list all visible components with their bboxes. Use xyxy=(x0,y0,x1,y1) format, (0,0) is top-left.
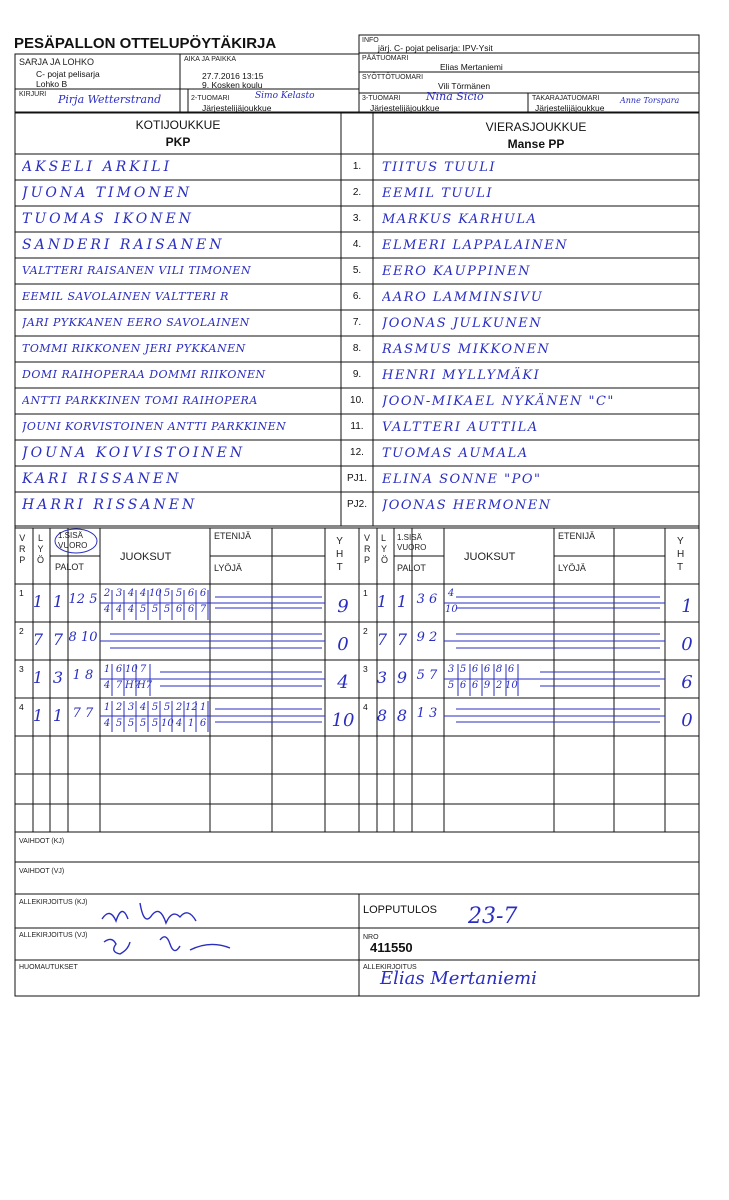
nro-value: 411550 xyxy=(370,940,413,955)
home_innings-inning-number: 2 xyxy=(19,626,24,636)
home_innings-run-bottom: 4 xyxy=(127,604,135,615)
home_innings-run-bottom: 4 xyxy=(115,604,123,615)
home-team-name: PKP xyxy=(165,135,191,149)
away_innings-inning-palot: 1 3 xyxy=(416,706,438,721)
home-v-header: V R P xyxy=(19,533,26,565)
home_innings-inning-palot: 8 10 xyxy=(68,630,98,645)
home_innings-inning-number: 1 xyxy=(19,588,24,598)
home_innings-inning-number: 3 xyxy=(19,664,24,674)
away-player-name: VALTTERI AUTTILA xyxy=(382,420,539,435)
home_innings-inning-l: 1 xyxy=(32,668,44,687)
home_innings-run-top: 1 xyxy=(199,702,207,713)
away_innings-inning-palot: 3 6 xyxy=(416,592,438,607)
lopputulos-value: 23-7 xyxy=(468,904,518,929)
vaihdot-vj-label: VAIHDOT (VJ) xyxy=(19,868,65,875)
away-player-name: TUOMAS AUMALA xyxy=(382,446,529,461)
away_innings-inning-vuoro: 8 xyxy=(396,706,408,725)
kirjuri-label: KIRJURI xyxy=(19,91,47,98)
away-player-name: MARKUS KARHULA xyxy=(382,212,538,227)
home-player-name: KARI RISSANEN xyxy=(22,471,182,487)
away-player-name: AARO LAMMINSIVU xyxy=(382,290,544,305)
lineup-number: 12. xyxy=(350,447,364,458)
home_innings-run-top: 4 xyxy=(127,588,135,599)
home-vuoro-header: 1.SISÄ VUORO xyxy=(58,531,88,550)
away-etenija-header: ETENIJÄ xyxy=(558,531,596,541)
home-lyoja-header: LYÖJÄ xyxy=(214,563,242,573)
away-v-header: V R P xyxy=(364,533,371,565)
away_innings-inning-total: 0 xyxy=(681,634,693,655)
away_innings-run-top: 6 xyxy=(507,664,515,675)
away_innings-inning-total: 1 xyxy=(681,596,693,617)
home_innings-run-top: 10 xyxy=(149,588,162,599)
home-player-name: SANDERI RAISANEN xyxy=(22,237,225,253)
form-title: PESÄPALLON OTTELUPÖYTÄKIRJA xyxy=(14,35,277,52)
home_innings-inning-vuoro: 1 xyxy=(52,592,64,611)
home_innings-run-top: 1 xyxy=(103,702,111,713)
home-player-name: TUOMAS IKONEN xyxy=(22,211,194,227)
home_innings-run-bottom: 5 xyxy=(139,718,147,729)
away_innings-inning-l: 3 xyxy=(376,668,388,687)
away_innings-inning-vuoro: 9 xyxy=(396,668,408,687)
lineup-number: 1. xyxy=(352,161,362,172)
home_innings-run-bottom: 4 xyxy=(103,604,111,615)
away_innings-run-top: 6 xyxy=(471,664,479,675)
paatuomari-label: PÄÄTUOMARI xyxy=(362,55,409,62)
lineup-number: 7. xyxy=(352,317,362,328)
tuomari3-label: 3-TUOMARI xyxy=(362,95,401,102)
home_innings-run-top: 10 xyxy=(125,664,138,675)
home-etenija-header: ETENIJÄ xyxy=(214,531,252,541)
home_innings-run-bottom: 6 xyxy=(199,718,207,729)
home_innings-run-bottom: 5 xyxy=(139,604,147,615)
home_innings-inning-palot: 1 8 xyxy=(72,668,94,683)
away_innings-inning-total: 6 xyxy=(681,672,693,693)
away_innings-run-top: 6 xyxy=(483,664,491,675)
lineup-number: 4. xyxy=(352,239,362,250)
away-yht-header: Y H T xyxy=(677,536,685,573)
lineup-number: 5. xyxy=(352,265,362,276)
home_innings-run-bottom: H7 xyxy=(137,680,153,691)
home-player-name: JOUNA KOIVISTOINEN xyxy=(22,445,246,461)
away-player-name: EEMIL TUULI xyxy=(382,186,494,201)
away-player-name: ELINA SONNE "PO" xyxy=(382,472,542,487)
away-palot-header: PALOT xyxy=(397,563,426,573)
away-l-header: L Y Ö xyxy=(381,533,389,565)
home_innings-inning-l: 7 xyxy=(32,630,44,649)
away_innings-inning-total: 0 xyxy=(681,710,693,731)
home-player-name: DOMI RAIHOPERAA DOMMI RIIKONEN xyxy=(22,368,266,381)
home-captain-signature xyxy=(100,897,220,931)
home_innings-run-bottom: 5 xyxy=(115,718,123,729)
home_innings-run-top: 2 xyxy=(103,588,111,599)
lineup-number: PJ2. xyxy=(346,499,367,510)
aika-value-2: 9. Kosken koulu xyxy=(202,80,263,90)
lineup-number: 11. xyxy=(350,421,364,432)
paatuomari-value: Elias Mertaniemi xyxy=(440,62,503,72)
away_innings-run-top: 4 xyxy=(447,588,455,599)
home-player-name: HARRI RISSANEN xyxy=(22,497,198,513)
vaihdot-kj-label: VAIHDOT (KJ) xyxy=(19,838,65,845)
home-player-name: EEMIL SAVOLAINEN VALTTERI R xyxy=(22,290,229,303)
home-juoksut-header: JUOKSUT xyxy=(120,551,172,563)
lineup-number: 9. xyxy=(352,369,362,380)
away-player-name: RASMUS MIKKONEN xyxy=(382,342,551,357)
away_innings-run-bottom: 10 xyxy=(505,680,518,691)
home_innings-run-bottom: 6 xyxy=(175,604,183,615)
home_innings-run-top: 2 xyxy=(175,702,183,713)
home_innings-run-bottom: 5 xyxy=(151,604,159,615)
away_innings-inning-palot: 9 2 xyxy=(416,630,438,645)
home-team-label: KOTIJOUKKUE xyxy=(135,118,221,132)
away_innings-inning-number: 4 xyxy=(363,702,368,712)
away_innings-run-bottom: 10 xyxy=(445,604,458,615)
home-player-name: AKSELI ARKILI xyxy=(22,159,173,175)
home_innings-run-bottom: 4 xyxy=(103,680,111,691)
away_innings-run-bottom: 6 xyxy=(459,680,467,691)
sarja-value-2: Lohko B xyxy=(36,79,68,89)
away-vuoro-header: 1.SISÄ VUORO xyxy=(397,533,427,552)
home_innings-inning-palot: 7 7 xyxy=(72,706,94,721)
tuomari2-signature: Simo Kelasto xyxy=(255,91,315,101)
home_innings-inning-l: 1 xyxy=(32,706,44,725)
sarja-label: SARJA JA LOHKO xyxy=(19,57,95,67)
home_innings-run-top: 5 xyxy=(175,588,183,599)
home_innings-run-bottom: 7 xyxy=(199,604,207,615)
away-player-name: JOONAS HERMONEN xyxy=(382,498,552,513)
aika-label: AIKA JA PAIKKA xyxy=(184,56,237,63)
home_innings-run-top: 5 xyxy=(163,702,171,713)
home_innings-run-top: 12 xyxy=(185,702,198,713)
allekirjoitus-vj-label: ALLEKIRJOITUS (VJ) xyxy=(19,932,88,939)
aika-value-1: 27.7.2016 13:15 xyxy=(202,71,264,81)
home_innings-run-top: 4 xyxy=(139,588,147,599)
away-player-name: EERO KAUPPINEN xyxy=(382,264,531,279)
away-player-name: ELMERI LAPPALAINEN xyxy=(382,238,569,253)
home_innings-run-bottom: 5 xyxy=(127,718,135,729)
tuomari3-team: Järjestelijäjoukkue xyxy=(370,103,440,113)
home_innings-inning-vuoro: 3 xyxy=(52,668,64,687)
home_innings-run-top: 5 xyxy=(163,588,171,599)
home_innings-run-bottom: 7 xyxy=(115,680,123,691)
takaraja-label: TAKARAJATUOMARI xyxy=(532,95,600,102)
lopputulos-label: LOPPUTULOS xyxy=(363,904,437,916)
home_innings-inning-vuoro: 1 xyxy=(52,706,64,725)
home_innings-run-top: 6 xyxy=(115,664,123,675)
tuomari3-signature: Nina Sicio xyxy=(426,90,484,103)
home-player-name: JOUNI KORVISTOINEN ANTTI PARKKINEN xyxy=(22,420,287,433)
lineup-number: 8. xyxy=(352,343,362,354)
takaraja-signature: Anne Torspara xyxy=(620,96,680,105)
home-player-name: TOMMI RIKKONEN JERI PYKKANEN xyxy=(22,342,246,355)
home_innings-run-bottom: 6 xyxy=(187,604,195,615)
home_innings-run-top: 7 xyxy=(139,664,147,675)
home_innings-run-top: 6 xyxy=(187,588,195,599)
home_innings-run-top: 5 xyxy=(151,702,159,713)
home_innings-run-bottom: 5 xyxy=(151,718,159,729)
away-player-name: HENRI MYLLYMÄKI xyxy=(382,368,541,383)
away-player-name: TIITUS TUULI xyxy=(382,160,496,175)
away_innings-inning-number: 2 xyxy=(363,626,368,636)
home-l-header: L Y Ö xyxy=(37,533,45,565)
home_innings-inning-total: 0 xyxy=(337,634,349,655)
home_innings-run-top: 3 xyxy=(115,588,123,599)
home_innings-inning-vuoro: 7 xyxy=(52,630,64,649)
away_innings-run-bottom: 5 xyxy=(447,680,455,691)
away_innings-inning-palot: 5 7 xyxy=(416,668,438,683)
home-player-name: JUONA TIMONEN xyxy=(22,185,193,201)
syottotuomari-label: SYÖTTÖTUOMARI xyxy=(362,74,424,81)
info-value: järj. C- pojat pelisarja: IPV-Ysit xyxy=(378,43,493,53)
allekirjoitus-label: ALLEKIRJOITUS xyxy=(363,964,417,971)
takaraja-team: Järjestelijäjoukkue xyxy=(535,103,605,113)
home_innings-run-bottom: 4 xyxy=(175,718,183,729)
home_innings-run-bottom: 10 xyxy=(161,718,174,729)
away_innings-run-top: 8 xyxy=(495,664,503,675)
lineup-number: 3. xyxy=(352,213,362,224)
away-lyoja-header: LYÖJÄ xyxy=(558,563,586,573)
away-team-name: Manse PP xyxy=(507,137,565,151)
away_innings-inning-vuoro: 1 xyxy=(396,592,408,611)
away_innings-run-bottom: 2 xyxy=(495,680,503,691)
syottotuomari-value: Vili Törmänen xyxy=(438,81,491,91)
allekirjoitus-kj-label: ALLEKIRJOITUS (KJ) xyxy=(19,899,88,906)
home-player-name: VALTTERI RAISANEN VILI TIMONEN xyxy=(22,264,252,277)
away_innings-inning-l: 1 xyxy=(376,592,388,611)
home-player-name: JARI PYKKANEN EERO SAVOLAINEN xyxy=(22,316,250,329)
away_innings-run-top: 3 xyxy=(447,664,455,675)
home_innings-run-top: 2 xyxy=(115,702,123,713)
info-label: INFO xyxy=(362,37,379,44)
away_innings-inning-l: 7 xyxy=(376,630,388,649)
home_innings-run-bottom: 4 xyxy=(103,718,111,729)
kirjuri-signature: Pirja Wetterstrand xyxy=(58,93,162,106)
away_innings-inning-vuoro: 7 xyxy=(396,630,408,649)
home_innings-inning-l: 1 xyxy=(32,592,44,611)
lineup-number: 10. xyxy=(350,395,364,406)
away_innings-run-bottom: 6 xyxy=(471,680,479,691)
home_innings-run-bottom: H7 xyxy=(125,680,141,691)
home_innings-run-top: 4 xyxy=(139,702,147,713)
away-captain-signature xyxy=(100,930,240,960)
away_innings-run-bottom: 9 xyxy=(483,680,491,691)
home_innings-run-top: 3 xyxy=(127,702,135,713)
home-player-name: ANTTI PARKKINEN TOMI RAIHOPERA xyxy=(22,394,258,407)
away-juoksut-header: JUOKSUT xyxy=(464,551,516,563)
home_innings-inning-total: 10 xyxy=(331,710,355,731)
home_innings-inning-number: 4 xyxy=(19,702,24,712)
sarja-value-1: C- pojat pelisarja xyxy=(36,69,100,79)
lineup-number: 6. xyxy=(352,291,362,302)
away-player-name: JOONAS JULKUNEN xyxy=(382,316,543,331)
home_innings-run-top: 6 xyxy=(199,588,207,599)
home_innings-inning-palot: 12 5 xyxy=(68,592,98,607)
referee-signature: Elias Mertaniemi xyxy=(380,968,537,989)
home_innings-run-bottom: 1 xyxy=(187,718,195,729)
nro-label: NRO xyxy=(363,934,379,941)
huomautukset-label: HUOMAUTUKSET xyxy=(19,964,78,971)
away-team-label: VIERASJOUKKUE xyxy=(485,120,587,134)
away_innings-inning-l: 8 xyxy=(376,706,388,725)
tuomari2-team: Järjestelijäjoukkue xyxy=(202,103,272,113)
home-palot-header: PALOT xyxy=(55,562,84,572)
lineup-number: PJ1. xyxy=(346,473,367,484)
home-yht-header: Y H T xyxy=(336,536,344,573)
lineup-number: 2. xyxy=(352,187,362,198)
home_innings-inning-total: 9 xyxy=(337,596,349,617)
tuomari2-label: 2-TUOMARI xyxy=(191,95,230,102)
away_innings-inning-number: 3 xyxy=(363,664,368,674)
away-player-name: JOON-MIKAEL NYKÄNEN "C" xyxy=(382,394,615,409)
home_innings-inning-total: 4 xyxy=(337,672,349,693)
home_innings-run-top: 1 xyxy=(103,664,111,675)
away_innings-run-top: 5 xyxy=(459,664,467,675)
away_innings-inning-number: 1 xyxy=(363,588,368,598)
home_innings-run-bottom: 5 xyxy=(163,604,171,615)
